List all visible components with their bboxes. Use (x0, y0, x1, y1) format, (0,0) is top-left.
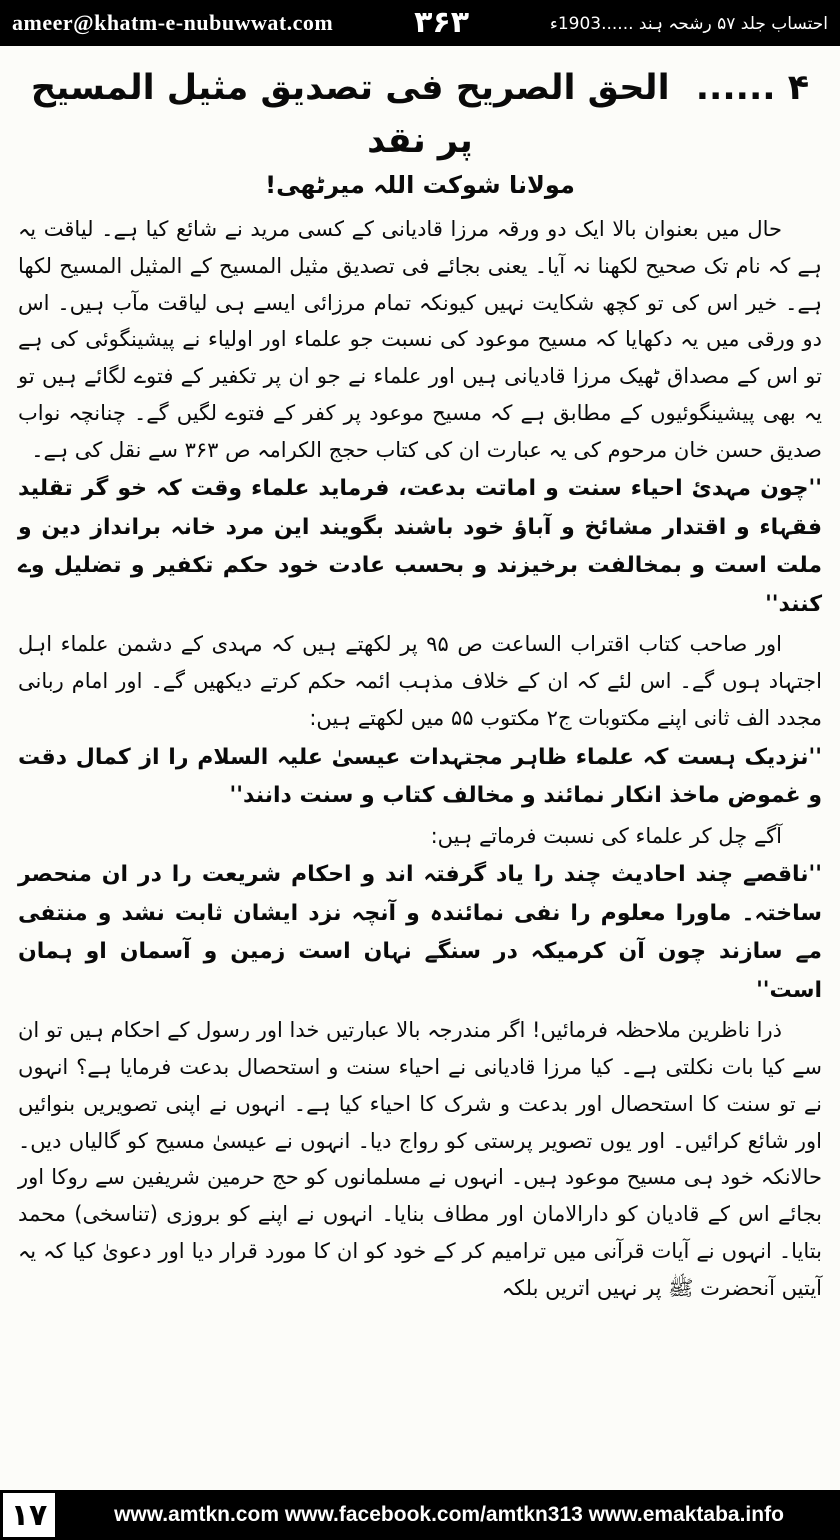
footer-bar (0, 1490, 840, 1540)
title-text: الحق الصریح فی تصدیق مثیل المسیح پر نقد (30, 68, 670, 161)
page-content (0, 46, 840, 1490)
paragraph: حال میں بعنوان بالا ایک دو ورقہ مرزا قادیانی کے کسی مرید نے شائع کیا ہے۔ لیاقت یہ ہے کہ نام تک صحیح لکھنا نہ آیا۔ یعنی بجائے فی تصدیق مثیل المسیح کے المثیل المسیح لکھا ہے۔ خیر اس کی تو کچھ شکایت نہیں کیونکہ تمام مرزائی ایسے ہی لیاقت مآب ہیں۔ اس دو ورقی میں یہ دکھایا کہ مسیح موعود کی نسبت جو علماء اور اولیاء نے پیشینگوئی کی ہے تو اس کے مصداق ٹھیک مرزا قادیانی ہیں اور علماء نے جو ان پر تکفیر کے فتوے لگائے ہیں تو یہ بھی پیشینگوئیوں کے مطابق ہے کہ مسیح موعود پر کفر کے فتوے لگیں گے۔ چنانچہ نواب صدیق حسن خان مرحوم کی یہ عبارت ان کی کتاب حجج الکرامہ ص ۳۶۳ سے نقل کی ہے۔ (18, 217, 822, 462)
header-page-number: ۳۶۳ (414, 5, 470, 40)
paragraph: آگے چل کر علماء کی نسبت فرماتے ہیں: (430, 823, 782, 848)
paragraph: اور صاحب کتاب اقتراب الساعت ص ۹۵ پر لکھتے ہیں کہ مہدی کے دشمن علماء اہل اجتہاد ہوں گے۔ اس لئے کہ ان کے خلاف مذہب ائمہ حکم کرتے دیکھیں گے۔ اور امام ربانی مجدد الف ثانی اپنے مکتوبات ج۲ مکتوب ۵۵ میں لکھتے ہیں: (18, 632, 822, 730)
quote-paragraph: ''نزدیک ہست کہ علماء ظاہر مجتہدات عیسیٰ علیہ السلام را از کمال دقت و غموض ماخذ انکار نمائند و مخالف کتاب و سنت دانند'' (18, 744, 822, 808)
header-email-text: ameer@khatm-e-nubuwwat.com (12, 10, 334, 35)
header-bar (0, 0, 840, 46)
page-title (18, 62, 822, 167)
quote-paragraph: ''چون مہدیٔ احیاء سنت و اماتت بدعت، فرماید علماء وقت کہ خو گر تقلید فقہاء و اقتدار مشائخ و آباؤ خود باشند بگویند این مرد خانہ برانداز دین و ملت است و بمخالفت برخیزند و بحسب عادت خود حکم تکفیر و تضلیل وے کنند'' (18, 476, 822, 617)
page-subtitle: مولانا شوکت اللہ میرٹھی! (265, 171, 575, 199)
title-number: ۴ ...... (695, 68, 810, 108)
footer-page-number: ۱۷ (0, 1490, 58, 1540)
paragraph: ذرا ناظرین ملاحظہ فرمائیں! اگر مندرجہ بالا عبارتیں خدا اور رسول کے احکام ہیں تو ان سے کیا بات نکلتی ہے۔ کیا مرزا قادیانی نے احیاء سنت و استحصال بدعت فرمایا ہے؟ انہوں نے تو سنت کا استحصال اور بدعت و شرک کا احیاء کیا ہے۔ انہوں نے اپنی تصویریں بنوائیں اور شائع کرائیں۔ اور یوں تصویر پرستی کو رواج دیا۔ انہوں نے عیسیٰ مسیح کو گالیاں دیں۔ حالانکہ خود ہی مسیح موعود ہیں۔ انہوں نے مسلمانوں کو حج حرمین شریفین سے روکا اور بجائے اس کے قادیان کو دارالامان اور مطاف بنایا۔ انہوں نے اپنے کو بروزی (تناسخی) محمد بتایا۔ انہوں نے آیات قرآنی میں ترامیم کر کے خود کو ان کا مورد قرار دیا اور دعویٰ کیا کہ یہ آیتیں آنحضرت ﷺ پر نہیں اتریں بلکہ (18, 1018, 822, 1300)
header-book-info: احتساب جلد ۵۷ رشحہ ہند ......1903ء (549, 13, 828, 34)
quote-paragraph: ''ناقصے چند احادیث چند را یاد گرفتہ اند و احکام شریعت را در ان منحصر ساختہ۔ ماورا معلوم را نفی نمائندہ و آنچہ نزد ایشان ثابت نشد و منتفی مے سازند چون آن کرمیکہ در سنگے نہان است زمین و آسمان او ہمان است'' (18, 862, 822, 1003)
footer-links-text: www.amtkn.com www.facebook.com/amtkn313 www.emaktaba.info (114, 1503, 784, 1526)
